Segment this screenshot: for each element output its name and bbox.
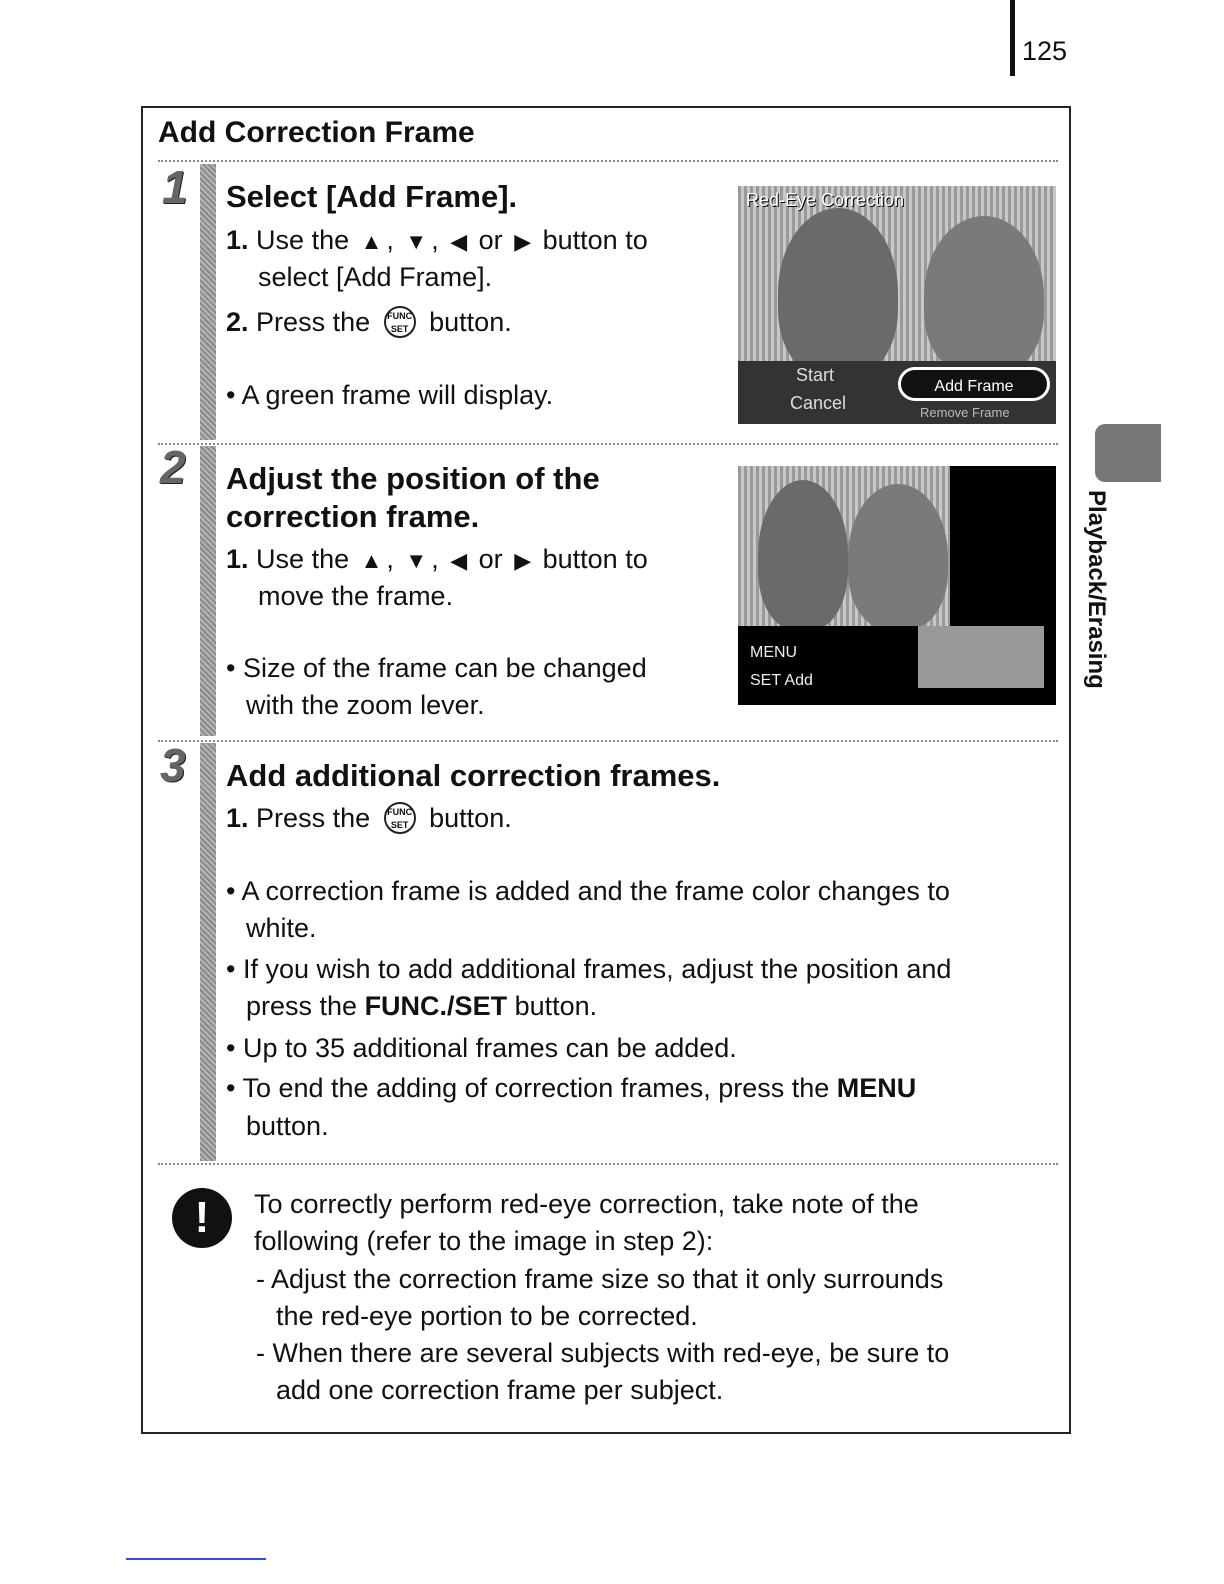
screen-header: Red-Eye Correction [746,190,905,210]
note-line: To correctly perform red-eye correction, take note of the [254,1189,919,1219]
left-arrow-icon: ◀ [450,229,468,254]
step-bullet: • A correction frame is added and the frame color changes to [226,876,950,906]
step-bar [200,446,216,736]
menu-cancel: Cancel [790,393,847,413]
camera-screen-add-frame [738,186,1056,424]
side-tab-label: Playback/Erasing [1083,490,1110,689]
left-arrow-icon: ◀ [450,548,468,573]
step-title: Select [Add Frame]. [226,179,518,214]
screen-menu [738,361,1056,424]
down-arrow-icon: ▼ [405,548,428,573]
step-bar [200,164,216,440]
person-silhouette [924,216,1044,376]
up-arrow-icon: ▲ [360,229,383,254]
menu-add-frame: Add Frame [898,367,1050,401]
step-instruction-cont: select [Add Frame]. [258,262,493,292]
step-instruction: 2. Press the FUNC SET button. [226,307,512,337]
footer-line [126,1558,266,1560]
step-number: 1 [162,161,188,213]
zoom-preview [918,626,1044,688]
step-bar [200,743,216,1161]
step-number: 2 [160,441,186,493]
step-bullet: • If you wish to add additional frames, adjust the position and [226,954,952,984]
step-bullet: • Size of the frame can be changed [226,653,647,683]
dark-panel [950,466,1056,626]
step-bullet: • A green frame will display. [226,380,554,410]
note-line: add one correction frame per subject. [276,1375,724,1405]
step-title: Add additional correction frames. [226,758,721,793]
divider [158,160,1058,162]
person-silhouette [848,484,948,630]
step-title: Adjust the position of the [226,461,600,496]
right-arrow-icon: ▶ [514,548,532,573]
func-set-button-icon: FUNC SET [384,306,416,338]
menu-remove-frame: Remove Frame [920,405,1010,420]
up-arrow-icon: ▲ [360,548,383,573]
right-arrow-icon: ▶ [514,229,532,254]
step-instruction-cont: move the frame. [258,581,454,611]
menu-start: Start [796,365,835,385]
set-add-label: SET Add [750,672,813,689]
step-bullet-cont: with the zoom lever. [246,690,485,720]
note-line: - When there are several subjects with red-eye, be sure to [256,1338,950,1368]
func-set-button-icon: FUNC SET [384,802,416,834]
step-instruction: 1. Press the FUNC SET button. [226,803,512,833]
step-number: 3 [160,739,186,791]
page-number: 125 [1022,36,1068,66]
step-instruction: 1. Use the ▲ , ▼ , ◀ or ▶ button to [226,225,648,255]
section-title: Add Correction Frame [158,116,475,149]
side-tab-marker [1095,424,1161,482]
step-bullet-cont: press the FUNC./SET button. [246,991,598,1021]
note-line: - Adjust the correction frame size so that it only surrounds [256,1264,944,1294]
caution-icon: ! [172,1188,234,1254]
note-line: following (refer to the image in step 2): [254,1226,714,1256]
camera-screen-position-frame [738,466,1056,705]
person-silhouette [758,480,848,630]
step-title-cont: correction frame. [226,499,480,534]
divider [158,1163,1058,1165]
note-line: the red-eye portion to be corrected. [276,1301,698,1331]
page-number-bar [1010,0,1015,76]
step-bullet: • Up to 35 additional frames can be added. [226,1033,737,1063]
divider [158,443,1058,445]
step-bullet-cont: button. [246,1111,329,1141]
divider [158,740,1058,742]
menu-back-label: MENU [750,644,798,661]
step-bullet-cont: white. [246,913,317,943]
step-bullet: • To end the adding of correction frames, press the MENU [226,1073,917,1103]
person-silhouette [778,208,898,378]
step-instruction: 1. Use the ▲ , ▼ , ◀ or ▶ button to [226,544,648,574]
down-arrow-icon: ▼ [405,229,428,254]
